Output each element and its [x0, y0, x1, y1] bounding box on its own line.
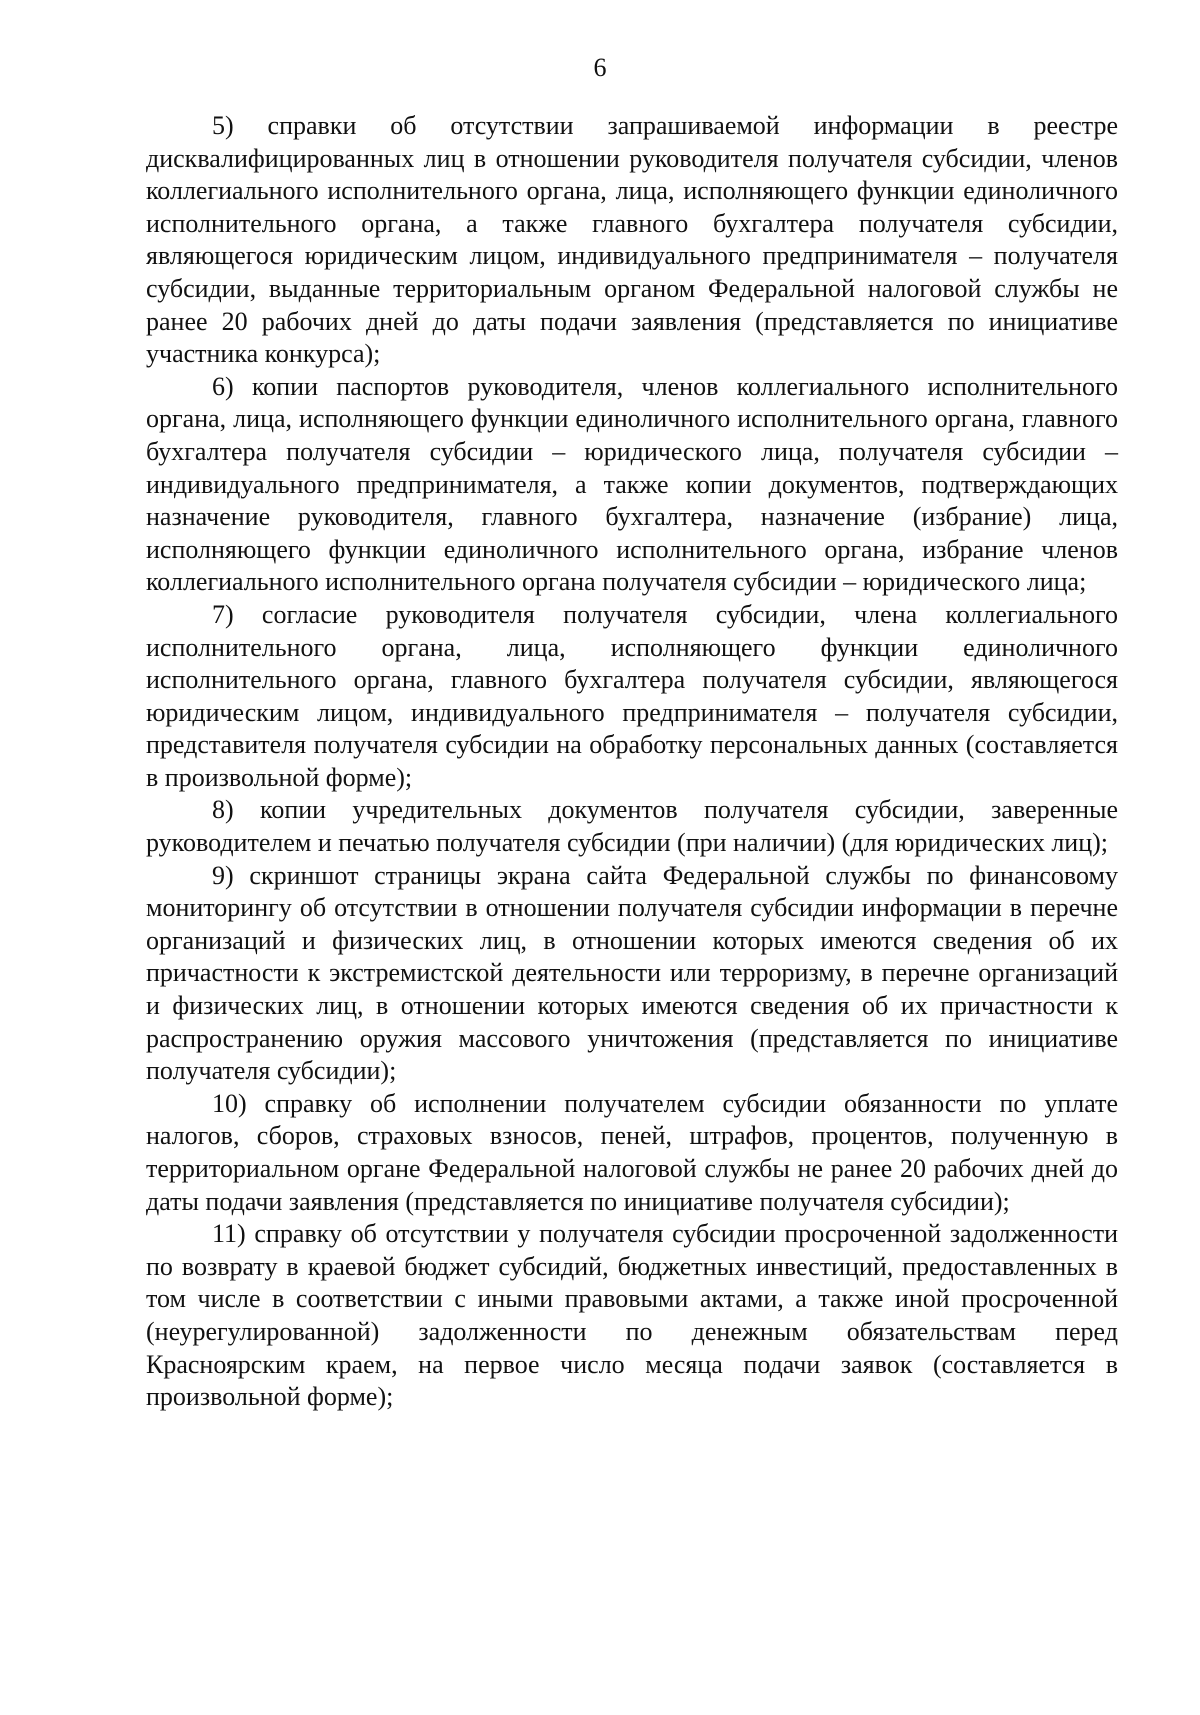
- list-item-8: 8) копии учредительных документов получателя субсидии, заверенные руководителем и печатью получателя субсидии (при наличии) (для юридических лиц);: [146, 795, 1118, 858]
- list-item-11: 11) справку об отсутствии у получателя субсидии просроченной задолженности по возврату в краевой бюджет субсидий, бюджетных инвестиций, предоставленных в том числе в соответствии с иными правовыми актами, а также иной просроченной (неурегулированной) задолженности по денежным обязательствам перед Красноярским краем, на первое число месяца подачи заявок (составляется в произвольной форме);: [146, 1219, 1118, 1412]
- list-item-7: 7) согласие руководителя получателя субсидии, члена коллегиального исполнительного органа, лица, исполняющего функции единоличного исполнительного органа, главного бухгалтера получателя субсидии, являющегося юридическим лицом, индивидуального предпринимателя – получателя субсидии, представителя получателя субсидии на обработку персональных данных (составляется в произвольной форме);: [146, 599, 1118, 792]
- page-number: 6: [593, 53, 607, 82]
- document-body: [146, 110, 1118, 1414]
- list-item-5: 5) справки об отсутствии запрашиваемой информации в реестре дисквалифицированных лиц в отношении руководителя получателя субсидии, членов коллегиального исполнительного органа, лица, исполняющего функции единоличного исполнительного органа, а также главного бухгалтера получателя субсидии, являющегося юридическим лицом, индивидуального предпринимателя – получателя субсидии, выданные территориальным органом Федеральной налоговой службы не ранее 20 рабочих дней до даты подачи заявления (представляется по инициативе участника конкурса);: [146, 111, 1118, 369]
- list-item-6: 6) копии паспортов руководителя, членов коллегиального исполнительного органа, лица, исполняющего функции единоличного исполнительного органа, главного бухгалтера получателя субсидии – юридического лица, получателя субсидии – индивидуального предпринимателя, а также копии документов, подтверждающих назначение руководителя, главного бухгалтера, назначение (избрание) лица, исполняющего функции единоличного исполнительного органа, избрание членов коллегиального исполнительного органа получателя субсидии – юридического лица;: [146, 371, 1118, 597]
- list-item-10: 10) справку об исполнении получателем субсидии обязанности по уплате налогов, сборов, страховых взносов, пеней, штрафов, процентов, полученную в территориальном органе Федеральной налоговой службы не ранее 20 рабочих дней до даты подачи заявления (представляется по инициативе получателя субсидии);: [146, 1088, 1118, 1216]
- list-item-9: 9) скриншот страницы экрана сайта Федеральной службы по финансовому мониторингу об отсутствии в отношении получателя субсидии информации в перечне организаций и физических лиц, в отношении которых имеются сведения об их причастности к экстремистской деятельности или терроризму, в перечне организаций и физических лиц, в отношении которых имеются сведения об их причастности к распространению оружия массового уничтожения (представляется по инициативе получателя субсидии);: [146, 860, 1118, 1086]
